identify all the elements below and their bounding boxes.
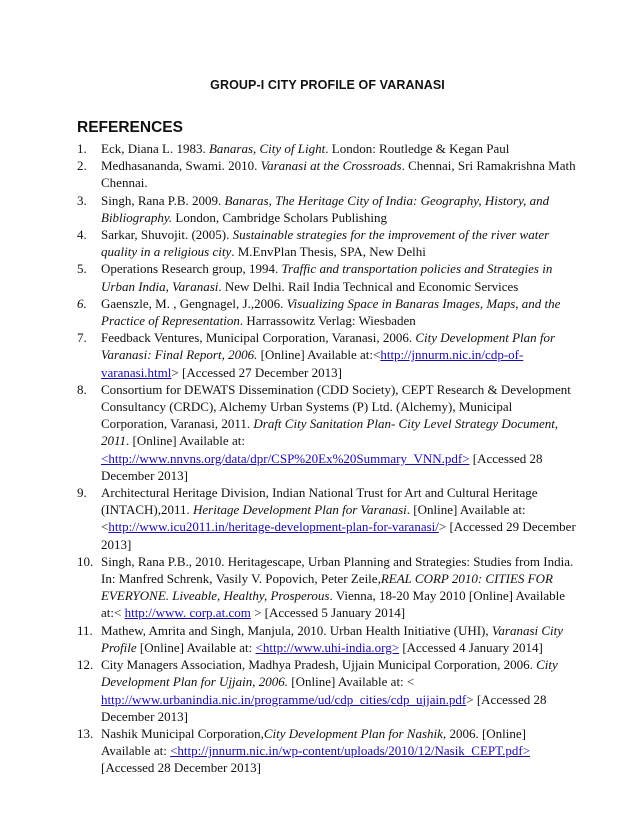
reference-item <box>77 656 578 725</box>
reference-number: 7. <box>77 330 87 346</box>
reference-item <box>77 140 578 157</box>
reference-item <box>77 226 578 260</box>
reference-text: > [Accessed 27 December 2013] <box>171 364 342 380</box>
reference-number: 9. <box>77 485 87 501</box>
reference-title-text: Varanasi at the Crossroads <box>260 158 402 174</box>
page-title: GROUP-I CITY PROFILE OF VARANASI <box>210 78 445 92</box>
reference-title-text: REAL CORP 2010: CITIES FOR EVERYONE. Liveable, Healthy, Prosperous <box>101 571 553 604</box>
reference-number: 8. <box>77 381 87 397</box>
reference-item <box>77 484 578 553</box>
reference-number: 6. <box>77 295 87 311</box>
reference-link[interactable]: http://www.urbanindia.nic.in/programme/ud/cdp_cities/cdp_ujjain.pdf <box>101 691 467 707</box>
reference-text: [Accessed 4 January 2014] <box>399 639 543 655</box>
reference-text: Architectural Heritage Division, Indian National Trust for Art and Cultural Heritage (INTACH),2011. <box>101 485 538 518</box>
reference-text: Nashik Municipal Corporation, <box>101 725 264 741</box>
references-heading: REFERENCES <box>77 119 183 136</box>
reference-item <box>77 295 578 329</box>
reference-title-text: City Development Plan for Varanasi: Final Report, 2006. <box>101 330 556 363</box>
references-list <box>77 140 578 777</box>
reference-item <box>77 381 578 484</box>
reference-text: Eck, Diana L. 1983. <box>101 141 209 156</box>
reference-number: 2. <box>77 158 87 174</box>
reference-text: > [Accessed 29 December 2013] <box>101 519 576 552</box>
reference-number: 5. <box>77 261 87 277</box>
reference-title-text: Banaras, City of Light <box>208 141 326 156</box>
reference-item <box>77 725 578 777</box>
reference-number: 11. <box>77 622 93 638</box>
reference-title-text: Traffic and transportation policies and Strategies in Urban India, Varanasi <box>101 261 553 294</box>
reference-item <box>77 260 578 294</box>
reference-number: 12. <box>77 657 94 673</box>
reference-title-text: Draft City Sanitation Plan- City Level Strategy Document, 2011 <box>101 416 559 449</box>
reference-text: Mathew, Amrita and Singh, Manjula, 2010. Urban Health Initiative (UHI), <box>101 622 492 638</box>
reference-number: 13. <box>77 725 94 741</box>
reference-item <box>77 622 578 656</box>
reference-link[interactable]: http://www. corp.at.com <box>124 605 251 621</box>
reference-title-text: City Development Plan for Nashik <box>263 725 443 741</box>
reference-item <box>77 157 578 191</box>
reference-text: Gaenszle, M. , Gengnagel, J.,2006. <box>101 295 287 311</box>
reference-text: > [Accessed 5 January 2014] <box>250 605 406 621</box>
reference-text: . Vienna, 18-20 May 2010 [Online] Available at:< <box>101 588 566 621</box>
reference-text: > [Accessed 28 December 2013] <box>101 691 547 724</box>
reference-item <box>77 192 578 226</box>
reference-text: Singh, Rana P.B., 2010. Heritagescape, Urban Planning and Strategies: Studies from India. In: Manfred Schrenk, Vasily V. Popovich, Peter Zeile, <box>101 553 574 587</box>
reference-text: [Online] Available at: < <box>288 674 415 690</box>
reference-item <box>77 553 578 622</box>
reference-link[interactable]: <http://jnnurm.nic.in/wp-content/uploads/2010/12/Nasik_CEPT.pdf> <box>170 743 531 759</box>
reference-text: [Online] Available at: <box>136 639 256 655</box>
reference-text: Operations Research group, 1994. <box>101 261 282 277</box>
reference-text: London, Cambridge Scholars Publishing <box>172 209 387 225</box>
reference-text: City Managers Association, Madhya Pradesh, Ujjain Municipal Corporation, 2006. <box>101 657 537 673</box>
reference-text: Medhasananda, Swami. 2010. <box>101 158 261 174</box>
reference-text: . Chennai, Sri Ramakrishna Math Chennai. <box>101 158 576 191</box>
reference-link[interactable]: http://www.icu2011.in/heritage-development-plan-for-varanasi/ <box>108 519 439 535</box>
reference-text: [Online] Available at:< <box>257 347 381 363</box>
reference-title-text: City Development Plan for Ujjain, 2006. <box>101 657 558 690</box>
reference-title-text: Heritage Development Plan for Varanasi <box>193 502 407 518</box>
reference-number: 1. <box>77 141 87 156</box>
reference-text: [Accessed 28 December 2013] <box>101 450 543 483</box>
reference-title-text: Varanasi City Profile <box>101 622 564 655</box>
reference-text: , 2006. [Online] Available at: <box>101 725 526 759</box>
reference-title-text: Sustainable strategies for the improvement of the river water quality in a religious city <box>101 227 550 260</box>
reference-text: Sarkar, Shuvojit. (2005). <box>101 227 233 243</box>
reference-text: Feedback Ventures, Municipal Corporation, Varanasi, 2006. <box>101 330 416 346</box>
reference-text: . New Delhi. Rail India Technical and Economic Services <box>218 278 519 294</box>
reference-item <box>77 329 578 381</box>
reference-text: . [Online] Available at: < <box>101 502 526 535</box>
reference-number: 10. <box>77 553 94 569</box>
reference-text: Singh, Rana P.B. 2009. <box>101 192 225 208</box>
reference-number: 3. <box>77 192 87 208</box>
reference-text: . London: Routledge & Kegan Paul <box>325 141 510 156</box>
reference-text: . M.EnvPlan Thesis, SPA, New Delhi <box>231 244 426 260</box>
reference-link[interactable]: http://jnnurm.nic.in/cdp-of-varanasi.html <box>101 347 524 380</box>
reference-text: Consortium for DEWATS Dissemination (CDD Society), CEPT Research & Development Consultancy (CRDC), Alchemy Urban Systems (P) Ltd. (Alchemy), Municipal Corporation, Varanasi, 2011. <box>101 381 571 432</box>
reference-text: . [Online] Available at: <box>126 433 245 449</box>
reference-title-text: Visualizing Space in Banaras Images, Maps, and the Practice of Representation <box>101 295 561 329</box>
reference-number: 4. <box>77 227 87 243</box>
reference-title-text: Banaras, The Heritage City of India: Geography, History, and Bibliography. <box>101 192 550 225</box>
reference-text: . Harrassowitz Verlag: Wiesbaden <box>239 313 416 329</box>
reference-link[interactable]: <http://www.uhi-india.org> <box>255 639 400 655</box>
reference-text: [Accessed 28 December 2013] <box>101 760 261 776</box>
reference-link[interactable]: <http://www.nnvns.org/data/dpr/CSP%20Ex%20Summary_VNN.pdf> <box>101 450 470 466</box>
